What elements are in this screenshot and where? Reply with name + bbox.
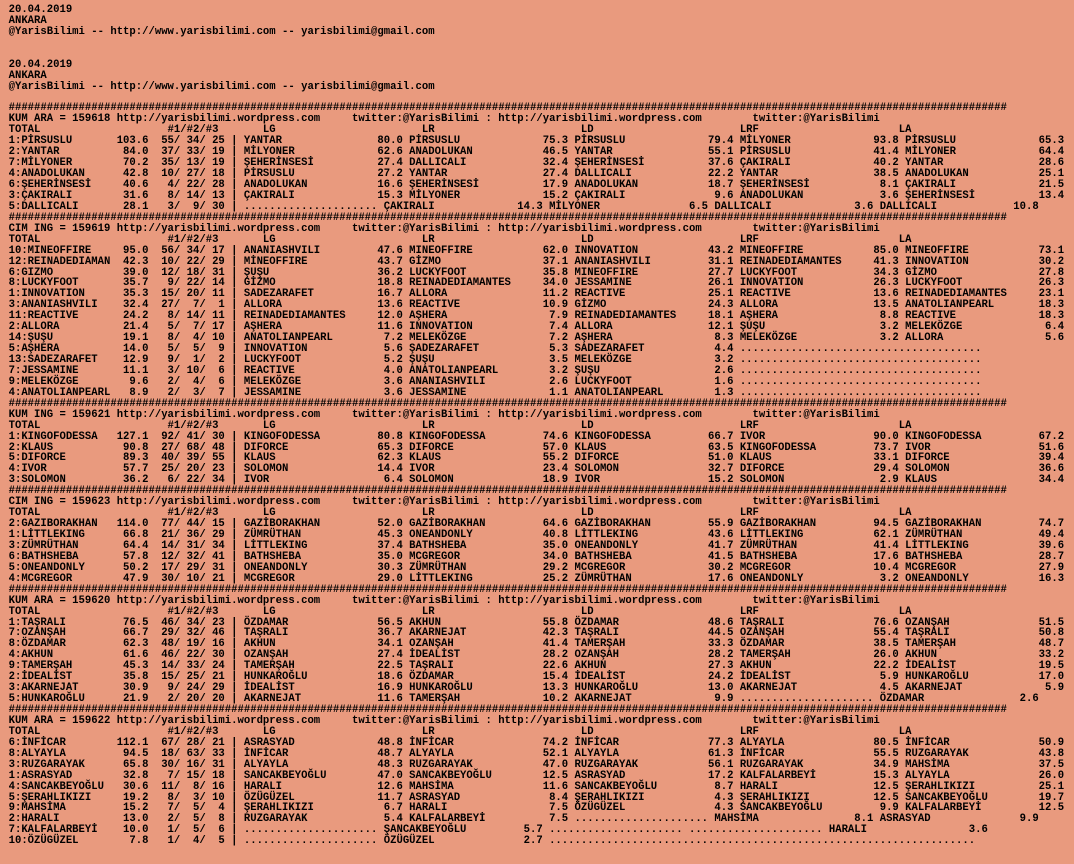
report-line: 6:ŞEHERİNSESİ 40.6 4/ 22/ 28 | ANADOLUKAN 16.6 ŞEHERİNSESİ 17.9 ANADOLUKAN 18.7 ŞEHERİNSESİ 8.1 ÇAKIRALI 21.5	[8, 179, 1065, 191]
report-line: 1:KINGOFODESSA 127.1 92/ 41/ 30 | KINGOFODESSA 80.8 KINGOFODESSA 74.6 KINGOFODESSA 66.7 IVOR 90.0 KINGOFODESSA 67.2	[8, 430, 1065, 443]
report-line: #############################################################################################################################################################	[8, 102, 1007, 115]
report-line: 3:ANANIASHVILI 32.4 27/ 7/ 1 | ALLORA 13.6 REACTIVE 10.9 GİZMO 24.3 ALLORA 13.5 ANATOLIANPEARL 18.3	[8, 299, 1065, 312]
report-line: CIM ING = 159623 http://yarisbilimi.wordpress.com twitter:@YarisBilimi : http://yarisbilimi.wordpress.com twitter:@YarisBilimi	[8, 496, 880, 509]
report-line: 9:MAHSİMA 15.2 7/ 5/ 4 | ŞERAHLIKIZI 6.7 HARALI 7.5 ÖZÜGÜZEL 4.3 SANCAKBEYOĞLU 9.9 KALFALARBEYİ 12.5	[8, 802, 1065, 815]
report-line: TOTAL #1/#2/#3 LG LR LD LRF LA	[8, 507, 912, 520]
report-line: 7:MİLYONER 70.2 35/ 13/ 19 | ŞEHERİNSESİ 27.4 DALLICALI 32.4 ŞEHERİNSESİ 37.6 ÇAKIRALI 40.2 YANTAR 28.6	[8, 157, 1065, 170]
report-line: 7:JESSAMINE 11.1 3/ 10/ 6 | REACTIVE 4.0 ANATOLIANPEARL 3.2 ŞUŞU 2.6 ......................................	[8, 364, 982, 377]
report-line: 1:ASRASYAD 32.8 7/ 15/ 18 | SANCAKBEYOĞLU 47.0 SANCAKBEYOĞLU 12.5 ASRASYAD 17.2 KALFALARBEYİ 15.3 ALYAYLA 26.0	[8, 769, 1065, 782]
report-line: #############################################################################################################################################################	[8, 704, 1007, 716]
report-line: 12:REINADEDIAMAN 42.3 10/ 22/ 29 | MİNEOFFIRE 43.7 GİZMO 37.1 ANANIASHVILI 31.1 REINADEDIAMANTES 41.3 INNOVATION 30.2	[8, 255, 1065, 268]
report-line: 5:DIFORCE 89.3 40/ 39/ 55 | KLAUS 62.3 KLAUS 55.2 DIFORCE 51.0 KLAUS 33.1 DIFORCE 39.4	[8, 452, 1065, 465]
report-line: ANKARA	[8, 14, 47, 27]
report-line: 5:HUNKAROĞLU 21.9 2/ 20/ 20 | AKARNEJAT 11.6 TAMERŞAH 10.2 AKARNEJAT 9.9 ..................... ÖZDAMAR 2.6	[8, 693, 1039, 706]
report-line: 13:SADEZARAFET 12.9 9/ 1/ 2 | LUCKYFOOT 5.2 ŞUŞU 3.5 MELEKÖZGE 3.2 ......................................	[8, 354, 982, 366]
report-line: TOTAL #1/#2/#3 LG LR LD LRF LA	[8, 419, 912, 432]
report-line: @YarisBilimi -- http://www.yarisbilimi.com -- yarisbilimi@gmail.com	[8, 25, 435, 38]
report-line: 8:ÖZDAMAR 62.3 48/ 19/ 16 | AKHUN 34.1 OZANŞAH 41.4 TAMERŞAH 33.3 ÖZDAMAR 38.5 TAMERŞAH 48.7	[8, 638, 1065, 651]
report-line: 5:ONEANDONLY 50.2 17/ 29/ 31 | ONEANDONLY 30.3 ZÜMRÜTHAN 29.2 MCGREGOR 30.2 MCGREGOR 10.4 MCGREGOR 27.9	[8, 561, 1065, 574]
report-line: 20.04.2019	[8, 4, 73, 16]
report-line: KUM ARA = 159620 http://yarisbilimi.wordpress.com twitter:@YarisBilimi : http://yarisbilimi.wordpress.com twitter:@YarisBilimi	[8, 594, 880, 607]
report-line: 9:MELEKÖZGE 9.6 2/ 4/ 6 | MELEKÖZGE 3.6 ANANIASHVILI 2.6 LUCKYFOOT 1.6 ......................................	[8, 375, 982, 388]
report-line: 3:ÇAKIRALI 31.6 8/ 14/ 13 | ÇAKIRALI 15.3 MİLYONER 15.2 ÇAKIRALI 9.6 ANADOLUKAN 3.6 ŞEHERİNSESİ 13.4	[8, 189, 1065, 202]
report-line: 9:TAMERŞAH 45.3 14/ 33/ 24 | TAMERŞAH 22.5 TAŞRALI 22.6 AKHUN 27.3 AKHUN 22.2 İDEALİST 19.5	[8, 660, 1065, 673]
report-line: ANKARA	[8, 69, 47, 82]
report-line: 2:HARALI 13.0 2/ 5/ 8 | RUZGARAYAK 5.4 KALFALARBEYİ 7.5 ..................... MAHSİMA 8.1 ASRASYAD 9.9	[8, 813, 1039, 826]
report-line: 8:ALYAYLA 94.5 18/ 63/ 33 | İNFİCAR 48.7 ALYAYLA 52.1 ALYAYLA 61.3 İNFİCAR 55.5 RUZGARAYAK 43.8	[8, 747, 1065, 760]
report-line: #############################################################################################################################################################	[8, 485, 1007, 498]
report-line: 3:RUZGARAYAK 65.8 30/ 16/ 31 | ALYAYLA 48.3 RUZGARAYAK 47.0 RUZGARAYAK 56.1 RUZGARAYAK 34.9 MAHSİMA 37.5	[8, 758, 1065, 771]
report-line: 4:IVOR 57.7 25/ 20/ 23 | SOLOMON 14.4 IVOR 23.4 SOLOMON 32.7 DIFORCE 29.4 SOLOMON 36.6	[8, 463, 1065, 476]
report-line: 4:ANATOLIANPEARL 8.9 2/ 3/ 7 | JESSAMINE 3.6 JESSAMINE 1.1 ANATOLIANPEARL 1.3 ......................................	[8, 386, 982, 399]
report-line: 14:ŞUŞU 19.1 8/ 4/ 10 | ANATOLIANPEARL 7.2 MELEKÖZGE 7.2 AŞHERA 8.3 MELEKÖZGE 3.2 ALLORA 5.6	[8, 332, 1065, 345]
report-line: 11:REACTIVE 24.2 8/ 14/ 11 | REINADEDIAMANTES 12.0 AŞHERA 7.9 REINADEDIAMANTES 18.1 AŞHERA 8.8 REACTIVE 18.3	[8, 310, 1065, 323]
report-line: TOTAL #1/#2/#3 LG LR LD LRF LA	[8, 725, 912, 738]
report-line: KUM ARA = 159618 http://yarisbilimi.wordpress.com twitter:@YarisBilimi : http://yarisbilimi.wordpress.com twitter:@YarisBilimi	[8, 113, 880, 126]
report-line: CIM ING = 159619 http://yarisbilimi.wordpress.com twitter:@YarisBilimi : http://yarisbilimi.wordpress.com twitter:@YarisBilimi	[8, 222, 880, 235]
report-line: 5:DALLICALI 28.1 3/ 9/ 30 | ..................... ÇAKIRALI 14.3 MİLYONER 6.5 DALLICALI 3.6 DALLICALI 10.8	[8, 200, 1039, 213]
report-line: KUM ING = 159621 http://yarisbilimi.wordpress.com twitter:@YarisBilimi : http://yarisbilimi.wordpress.com twitter:@YarisBilimi	[8, 408, 880, 421]
report-line: 2:GAZIBORAKHAN 114.0 77/ 44/ 15 | GAZİBORAKHAN 52.0 GAZİBORAKHAN 64.6 GAZİBORAKHAN 55.9 GAZİBORAKHAN 94.5 GAZİBORAKHAN 74.7	[8, 518, 1065, 531]
report-line: 7:KALFALARBEYİ 10.0 1/ 5/ 6 | ..................... ŞANCAKBEYOĞLU 5.7 ..................... ..................... HARALI 3.6	[8, 824, 988, 837]
report-line: 1:TAŞRALI 76.5 46/ 34/ 23 | ÖZDAMAR 56.5 AKHUN 55.8 ÖZDAMAR 48.6 TAŞRALI 76.6 OZANŞAH 51.5	[8, 616, 1065, 629]
report-line: 5:ŞERAHLIKIZI 19.2 8/ 3/ 10 | ÖZÜGÜZEL 11.7 ASRASYAD 8.4 ŞERAHLIKIZI 4.3 ŞERAHLIKIZI 12.5 SANCAKBEYOĞLU 19.7	[8, 791, 1065, 804]
report-line: 3:AKARNEJAT 30.9 9/ 24/ 29 | İDEALİST 16.9 HUNKAROĞLU 13.3 HUNKAROĞLU 13.0 AKARNEJAT 4.5 AKARNEJAT 5.9	[8, 682, 1065, 695]
report-line: 5:AŞHERA 14.0 5/ 5/ 9 | INNOVATION 5.6 ŞADEZARAFET 5.3 SADEZARAFET 4.4 ......................................	[8, 343, 982, 356]
report-line: 6:BATHSHEBA 57.8 12/ 32/ 41 | BATHSHEBA 35.0 MCGREGOR 34.0 BATHSHEBA 41.5 BATHSHEBA 17.6 BATHSHEBA 28.7	[8, 550, 1065, 563]
report-line: 1:LİTTLEKING 66.8 21/ 36/ 29 | ZÜMRÜTHAN 45.3 ONEANDONLY 40.8 LİTTLEKING 43.6 LİTTLEKING 62.1 ZÜMRÜTHAN 49.4	[8, 529, 1065, 541]
report-line: 2:KLAUS 90.8 27/ 68/ 48 | DIFORCE 65.3 DIFORCE 57.0 KLAUS 63.5 KINGOFODESSA 73.7 IVOR 51.6	[8, 441, 1065, 454]
report-line: 7:OZANŞAH 66.7 29/ 32/ 46 | TAŞRALI 36.7 AKARNEJAT 42.3 TAŞRALI 44.5 OZANŞAH 55.4 TAŞRALI 50.8	[8, 627, 1065, 640]
report-line: 3:ZÜMRÜTHAN 64.4 14/ 31/ 34 | LİTTLEKING 37.4 BATHSHEBA 35.0 ONEANDONLY 41.7 ZÜMRÜTHAN 41.4 LİTTLEKING 39.6	[8, 539, 1065, 552]
report-line: #############################################################################################################################################################	[8, 397, 1007, 410]
report-line: 6:GIZMO 39.0 12/ 18/ 31 | ŞUŞU 36.2 LUCKYFOOT 35.8 MINEOFFIRE 27.7 LUCKYFOOT 34.3 GİZMO 27.8	[8, 266, 1065, 279]
report-line: #############################################################################################################################################################	[8, 583, 1007, 596]
report-line: 1:INNOVATION 35.3 15/ 20/ 11 | SADEZARAFET 16.7 ALLORA 11.2 REACTIVE 25.1 REACTIVE 13.6 REINADEDIAMANTES 23.1	[8, 288, 1065, 301]
report-line: 1:PİRSUSLU 103.6 55/ 34/ 25 | YANTAR 80.0 PİRSUSLU 75.3 PİRSUSLU 79.4 MİLYONER 93.8 PİRSUSLU 65.3	[8, 135, 1065, 148]
report-line	[9, 49, 1026, 60]
report-line: 10:ÖZÜGÜZEL 7.8 1/ 4/ 5 | ..................... ÖZÜGÜZEL 2.7 ...................................................................	[8, 835, 976, 848]
report-line: 4:SANCAKBEYOĞLU 30.6 11/ 8/ 16 | HARALI 12.6 MAHSİMA 11.6 SANCAKBEYOĞLU 8.7 HARALI 12.5 ŞERAHLIKIZI 25.1	[8, 780, 1065, 793]
report-line: 20.04.2019	[8, 58, 73, 71]
report-line: TOTAL #1/#2/#3 LG LR LD LRF LA	[8, 605, 912, 618]
report-line: 2:YANTAR 84.0 37/ 33/ 19 | MİLYONER 62.6 ANADOLUKAN 46.5 YANTAR 55.1 PİRSUSLU 41.4 MİLYONER 64.4	[8, 146, 1065, 159]
report-line: @YarisBilimi -- http://www.yarisbilimi.com -- yarisbilimi@gmail.com	[8, 80, 435, 93]
report-line: 2:ALLORA 21.4 5/ 7/ 17 | AŞHERA 11.6 INNOVATION 7.4 ALLORA 12.1 ŞUŞU 3.2 MELEKÖZGE 6.4	[8, 321, 1065, 334]
report-line: 10:MINEOFFIRE 95.0 56/ 34/ 17 | ANANIASHVILI 47.6 MINEOFFIRE 62.0 INNOVATION 43.2 MINEOFFIRE 85.0 MINEOFFIRE 73.1	[8, 244, 1065, 257]
report-line: TOTAL #1/#2/#3 LG LR LD LRF LA	[8, 124, 912, 137]
report-line: 4:ANADOLUKAN 42.8 10/ 27/ 18 | PİRSUSLU 27.2 YANTAR 27.4 DALLICALI 22.2 YANTAR 38.5 ANADOLUKAN 25.1	[8, 168, 1065, 181]
report-line	[9, 38, 1026, 49]
report-line: 6:İNFİCAR 112.1 67/ 28/ 21 | ASRASYAD 48.8 İNFİCAR 74.2 İNFİCAR 77.3 ALYAYLA 80.5 İNFİCAR 50.9	[8, 736, 1065, 749]
report-line: 4:MCGREGOR 47.9 30/ 10/ 21 | MCGREGOR 29.0 LİTTLEKING 25.2 ZÜMRÜTHAN 17.6 ONEANDONLY 3.2 ONEANDONLY 16.3	[8, 572, 1065, 585]
report-line: 3:SOLOMON 36.2 6/ 22/ 34 | IVOR 6.4 SOLOMON 18.9 IVOR 15.2 SOLOMON 2.9 KLAUS 34.4	[8, 474, 1065, 487]
report-line: KUM ARA = 159622 http://yarisbilimi.wordpress.com twitter:@YarisBilimi : http://yarisbilimi.wordpress.com twitter:@YarisBilimi	[8, 714, 880, 727]
report-line: 4:AKHUN 61.6 46/ 22/ 30 | OZANŞAH 27.4 İDEALİST 28.2 OZANŞAH 28.2 TAMERŞAH 26.0 AKHUN 33.2	[8, 649, 1065, 662]
report-line: #############################################################################################################################################################	[8, 211, 1007, 224]
report-line: 2:İDEALİST 35.8 15/ 25/ 21 | HUNKAROĞLU 18.6 ÖZDAMAR 15.4 İDEALİST 24.2 İDEALİST 5.9 HUNKAROĞLU 17.0	[8, 671, 1065, 684]
report-line: TOTAL #1/#2/#3 LG LR LD LRF LA	[8, 233, 912, 246]
report-line: 8:LUCKYFOOT 35.7 9/ 22/ 14 | GİZMO 18.8 REINADEDIAMANTES 34.0 JESSAMINE 26.1 INNOVATION 26.3 LUCKYFOOT 26.3	[8, 277, 1065, 290]
